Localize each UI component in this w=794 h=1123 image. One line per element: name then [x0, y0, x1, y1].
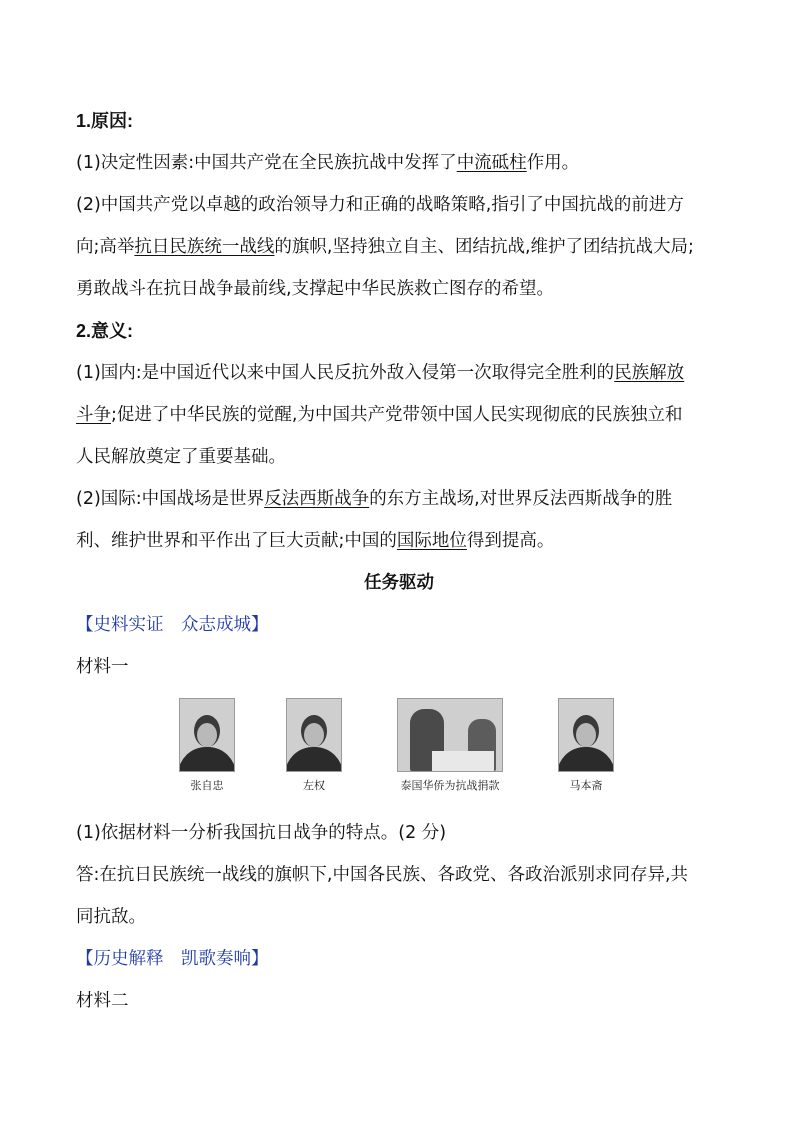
reason-2-key-term: 抗日民族统一战线 — [134, 237, 275, 257]
figure-zhang-zizhong — [179, 698, 235, 793]
reason-1-suffix: 作用。 — [526, 153, 580, 173]
figure-zuo-quan — [286, 698, 342, 793]
figure-caption: 左权 — [303, 779, 325, 792]
reason-1-text: (1)决定性因素:中国共产党在全民族抗战中发挥了 — [76, 153, 457, 173]
material-1-figures — [76, 698, 722, 808]
figure-thai-overseas-chinese — [397, 698, 503, 793]
significance-2-text: (2)国际:中国战场是世界 — [76, 489, 265, 509]
significance-1-key-term-cont: 斗争 — [76, 405, 111, 425]
figure-caption: 泰国华侨为抗战捐款 — [400, 779, 500, 792]
significance-1-line-3: 人民解放奠定了重要基础。 — [76, 447, 286, 467]
significance-1-key-term: 民族解放 — [614, 363, 685, 383]
significance-1-line-2 — [76, 394, 722, 436]
answer-1-line-1: 答:在抗日民族统一战线的旗帜下,中国各民族、各政党、各政治派别求同存异,共 — [76, 865, 689, 885]
portrait-photo — [558, 698, 614, 772]
reason-2-suffix: 的旗帜,坚持独立自主、团结抗战,维护了团结抗战大局; — [274, 237, 694, 257]
reason-2-line-2 — [76, 226, 722, 268]
figure-caption: 马本斋 — [569, 779, 603, 792]
significance-2-suffix-2: 得到提高。 — [466, 531, 555, 551]
tag-interpretation: 【历史解释 凯歌奏响】 — [76, 949, 269, 969]
material-1-label: 材料一 — [76, 657, 129, 677]
reason-2-line-1: (2)中国共产党以卓越的政治领导力和正确的战略策略,指引了中国抗战的前进方 — [76, 195, 684, 215]
figure-caption: 张自忠 — [190, 779, 224, 792]
significance-2-line-1 — [76, 478, 722, 520]
significance-1-line-1 — [76, 352, 722, 394]
significance-2-suffix: 的东方主战场,对世界反法西斯战争的胜 — [369, 489, 673, 509]
answer-1-line-2: 同抗敌。 — [76, 907, 146, 927]
significance-1-suffix: ;促进了中华民族的觉醒,为中国共产党带领中国人民实现彻底的民族独立和 — [111, 405, 683, 425]
question-1: (1)依据材料一分析我国抗日战争的特点。(2 分) — [76, 823, 447, 843]
significance-2-key-term: 反法西斯战争 — [264, 489, 370, 509]
portrait-photo — [179, 698, 235, 772]
significance-2-key-term-2: 国际地位 — [396, 531, 467, 551]
document-page — [76, 100, 722, 1022]
reason-2-text: 向;高举 — [76, 237, 135, 257]
tag-evidence: 【史料实证 众志成城】 — [76, 615, 269, 635]
task-section-title: 任务驱动 — [364, 573, 434, 593]
portrait-photo — [286, 698, 342, 772]
significance-2-text-2: 利、维护世界和平作出了巨大贡献;中国的 — [76, 531, 397, 551]
figure-ma-benzhai — [558, 698, 614, 793]
significance-2-line-2 — [76, 520, 722, 562]
significance-heading: 2.意义: — [76, 321, 134, 341]
reasons-heading: 1.原因: — [76, 111, 134, 131]
reason-1 — [76, 142, 722, 184]
scene-photo — [397, 698, 503, 772]
material-2-label: 材料二 — [76, 991, 129, 1011]
significance-1-text: (1)国内:是中国近代以来中国人民反抗外敌入侵第一次取得完全胜利的 — [76, 363, 615, 383]
reason-2-line-3: 勇敢战斗在抗日战争最前线,支撑起中华民族救亡图存的希望。 — [76, 279, 555, 299]
reason-1-key-term: 中流砥柱 — [456, 153, 527, 173]
